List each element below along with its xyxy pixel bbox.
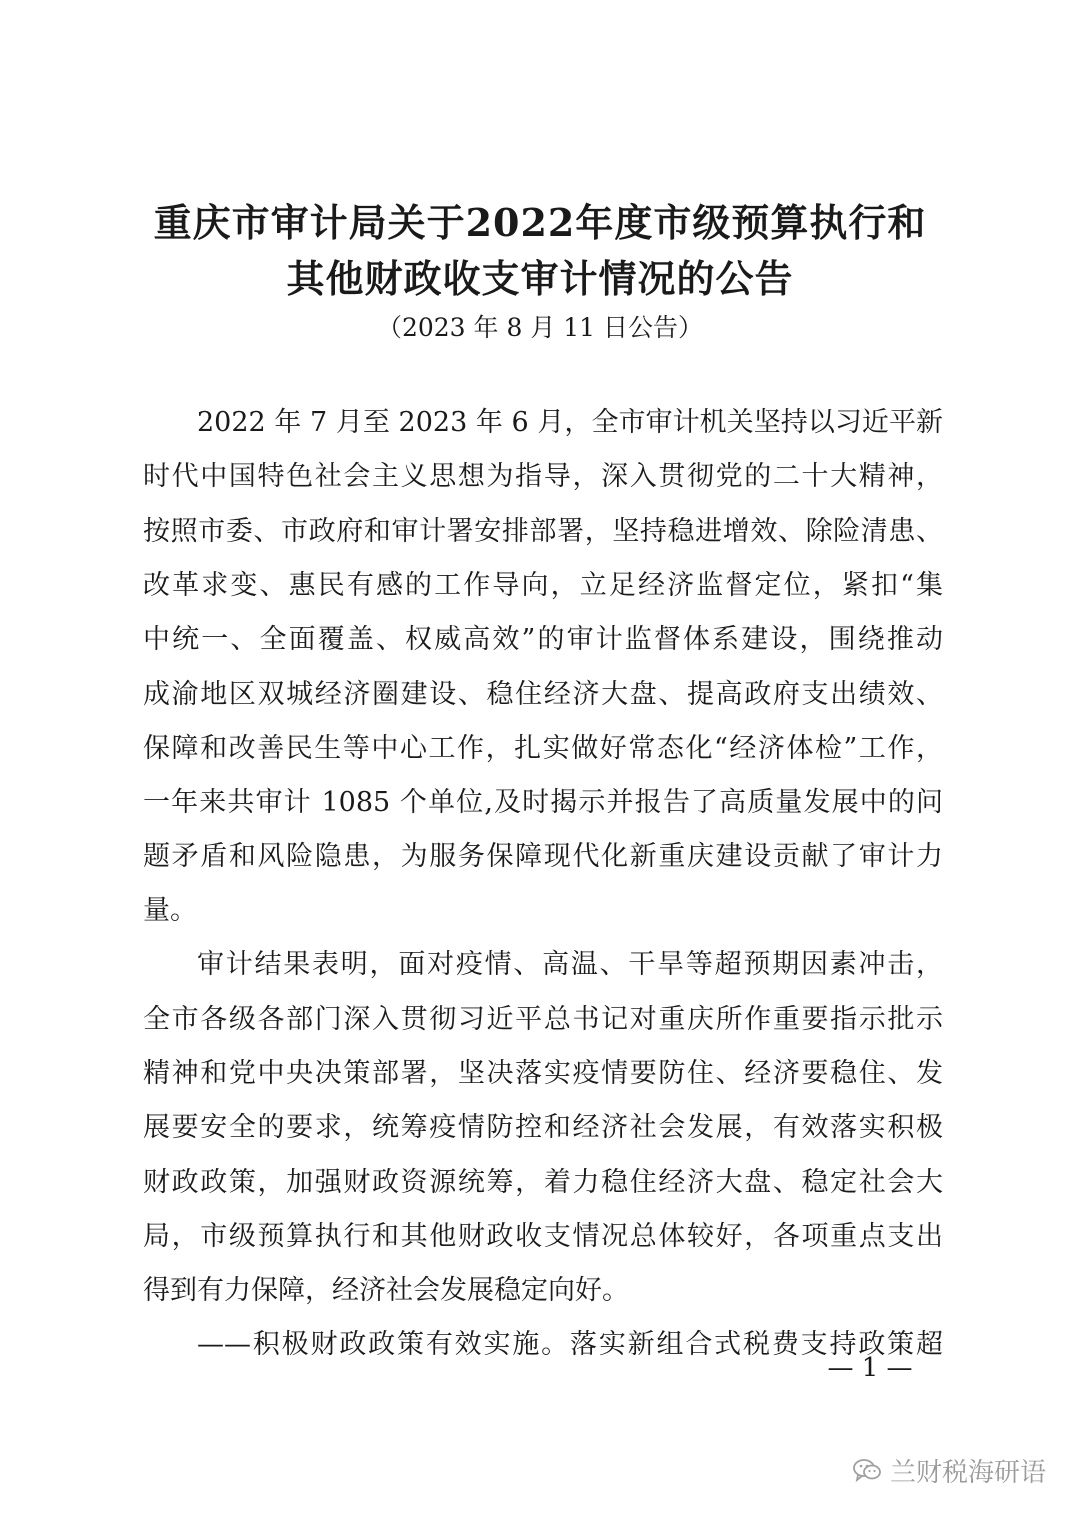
body-line: 展要安全的要求，统筹疫情防控和经济社会发展，有效落实积极: [143, 1112, 943, 1143]
body-line: 2022 年 7 月至 2023 年 6 月，全市审计机关坚持以习近平新: [197, 407, 943, 438]
watermark: [852, 1450, 1046, 1490]
body-line: 保障和改善民生等中心工作，扎实做好常态化“经济体检”工作，: [143, 733, 943, 764]
body-line: 改革求变、惠民有感的工作导向，立足经济监督定位，紧扣“集: [143, 570, 943, 601]
wechat-icon: [852, 1457, 882, 1483]
body-line: 一年来共审计 1085 个单位,及时揭示并报告了高质量发展中的问: [143, 787, 943, 818]
body-line: 得到有力保障，经济社会发展稳定向好。: [143, 1275, 629, 1306]
body-line: 按照市委、市政府和审计署安排部署，坚持稳进增效、除险清患、: [143, 516, 943, 547]
body-line: 局，市级预算执行和其他财政收支情况总体较好，各项重点支出: [143, 1221, 943, 1252]
watermark-text: 兰财税海研语: [890, 1457, 1047, 1488]
body-line: 中统一、全面覆盖、权威高效”的审计监督体系建设，围绕推动: [143, 624, 943, 655]
document-title-line-1: 重庆市审计局关于2022年度市级预算执行和: [153, 200, 927, 245]
body-line: 时代中国特色社会主义思想为指导，深入贯彻党的二十大精神，: [143, 461, 943, 492]
body-line: 题矛盾和风险隐患，为服务保障现代化新重庆建设贡献了审计力: [143, 841, 943, 872]
document-title-line-2: 其他财政收支审计情况的公告: [286, 256, 794, 301]
announcement-date: （2023 年 8 月 11 日公告）: [376, 313, 704, 342]
body-line: ——积极财政政策有效实施。落实新组合式税费支持政策超: [197, 1329, 943, 1360]
body-line: 审计结果表明，面对疫情、高温、干旱等超预期因素冲击，: [197, 949, 943, 980]
body-line: 精神和党中央决策部署，坚决落实疫情要防住、经济要稳住、发: [143, 1058, 943, 1089]
body-line: 量。: [143, 895, 197, 926]
page-number: — 1 —: [827, 1353, 913, 1383]
body-line: 成渝地区双城经济圈建设、稳住经济大盘、提高政府支出绩效、: [143, 679, 943, 710]
body-line: 全市各级各部门深入贯彻习近平总书记对重庆所作重要指示批示: [143, 1004, 943, 1035]
body-line: 财政政策，加强财政资源统筹，着力稳住经济大盘、稳定社会大: [143, 1167, 943, 1198]
